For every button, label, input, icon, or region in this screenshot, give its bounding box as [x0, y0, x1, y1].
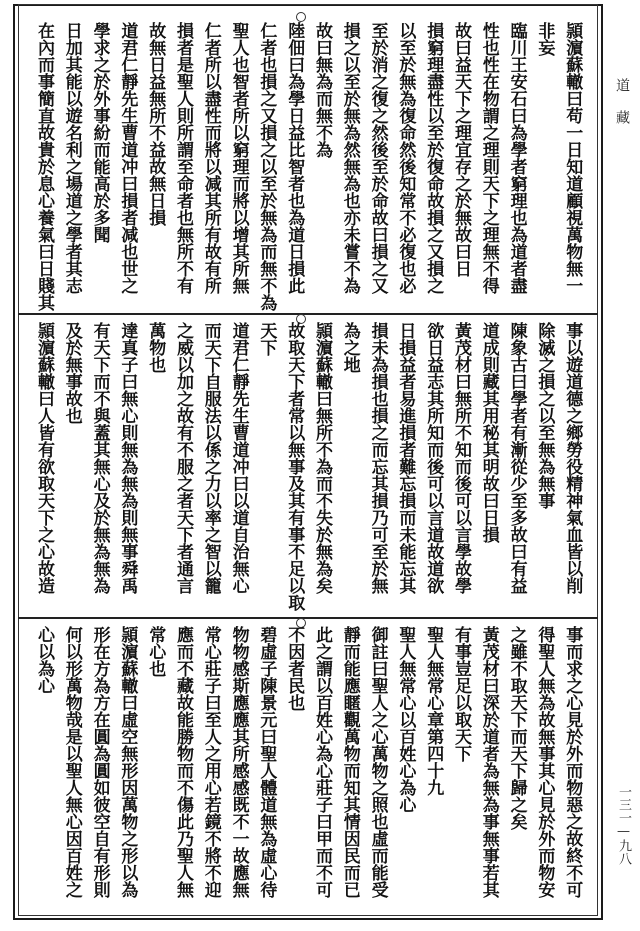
text-column: 達真子曰無心則無為無為則無事舜禹	[117, 322, 138, 594]
circle-mark-top	[296, 12, 306, 22]
text-column: 頴濵蘇轍曰無所不為而不失於無為矣	[312, 322, 332, 594]
text-column: 頴濵蘇轍曰苟一日知道顧視萬物無一	[562, 22, 583, 294]
text-column: 性也性在物謂之理則天下之理無不得	[478, 22, 499, 294]
text-column: 至於消之復之然後至於命故曰損之又	[367, 22, 388, 294]
text-column: 形在方為方在圓為圓如彼空自有形則	[89, 626, 110, 898]
text-column: 除滅之損之以至無為無事	[534, 322, 555, 509]
page-number: 一三一—九八	[616, 785, 631, 865]
text-column: 靜而能應䁥觀萬物而知其情因民而已	[339, 626, 360, 898]
text-column: 常心也	[145, 626, 166, 677]
text-column: 有事豈足以取天下	[451, 626, 471, 762]
text-column: 御註曰聖人之心萬物之照也虛而能受	[367, 626, 388, 898]
text-column: 何以形萬物哉是以聖人無心因百姓之	[61, 626, 82, 898]
text-column: 道君仁靜先生曹道冲曰以道自治無心	[228, 322, 249, 594]
text-column: 臨川王安石曰為學者窮理也為道者盡	[506, 22, 527, 294]
text-column: 聖人也智者所以窮理而將以增其所無	[228, 22, 249, 294]
text-column: 陸佃曰為學日益比智者也為道日損此	[284, 22, 305, 294]
text-column: 以至於無為復命然後知常不必復也必	[395, 22, 416, 294]
text-column: 黃茂材曰無所不知而後可以言學故學	[451, 322, 471, 594]
text-column: 損之以至於無為然無為也亦未嘗不為	[339, 22, 360, 294]
text-column: 故取天下者常以無事及其有事不足以取	[284, 322, 305, 611]
text-column: 及於無事故也	[61, 322, 82, 424]
text-column: 損窮理盡性以至於復命故損之又損之	[423, 22, 444, 294]
panel-divider-2	[18, 617, 598, 619]
text-column: 天下	[256, 322, 277, 356]
text-column: 聖人無常心以百姓心為心	[395, 626, 416, 813]
text-column: 事以遊道德之鄉勞役精神氣血皆以削	[562, 322, 583, 594]
text-column: 欲日益志其所知而後可以言道故道欲	[423, 322, 444, 594]
text-column: 道成則藏其用秘其明故曰日損	[478, 322, 499, 543]
text-column: 故曰無為而無不為	[312, 22, 332, 158]
text-column: 應而不藏故能勝物而不傷此乃聖人無	[173, 626, 193, 898]
text-column: 在內而事簡直故貴於息心養氣曰日賤其	[34, 22, 54, 311]
text-column: 日加其能以遊名利之場道之學者其志	[61, 22, 82, 294]
text-column: 不因者民也	[284, 626, 305, 711]
text-column: 日損益者易進損者難忘損而未能忘其	[395, 322, 416, 594]
text-column: 而天下自服法以係之力以率之智以籠	[200, 322, 221, 594]
text-column: 萬物也	[145, 322, 166, 373]
text-column: 頴濵蘇轍曰虛空無形因萬物之形以為	[117, 626, 138, 898]
text-column: 有天下而不與蓋其無心及於無為無為	[89, 322, 110, 594]
text-column: 之威以加之故有不服之者天下者通言	[173, 322, 193, 594]
text-column: 學求之於外事紛而能高於多聞	[89, 22, 110, 243]
text-column: 常心莊子曰至人之用心若鏡不將不迎	[200, 626, 221, 898]
text-column: 仁者也損之又損之以至於無為而無不為	[256, 22, 277, 311]
text-column: 道君仁靜先生曹道冲曰損者减也世之	[117, 22, 138, 294]
text-column: 非妄	[534, 22, 555, 56]
text-column: 故無日益無所不益故無日損	[145, 22, 166, 226]
text-column: 仁者所以盡性而將以减其所有故有所	[200, 22, 221, 294]
side-title-2: 藏	[614, 110, 630, 124]
text-column: 碧虛子陳景元曰聖人體道無為虛心待	[256, 626, 277, 898]
text-column: 之雖不取天下而天下歸之矣	[506, 626, 527, 830]
text-column: 物物感斯應應其所感感既不一故應無	[228, 626, 249, 898]
text-column: 頴濵蘇轍曰人皆有欲取天下之心故造	[34, 322, 54, 594]
text-column: 此之謂以百姓心為心莊子曰甲而不可	[312, 626, 332, 898]
text-column: 損者是聖人則所謂至命者也無所不有	[173, 22, 193, 294]
side-title-1: 道	[614, 78, 630, 92]
text-column: 事而求之心見於外而物惡之故終不可	[562, 626, 583, 898]
text-column: 黃茂材曰深於道者為無為事無事若其	[478, 626, 499, 898]
text-column: 聖人無常心章第四十九	[423, 626, 444, 796]
text-column: 故曰益天下之理宜存之於無故曰日	[451, 22, 471, 277]
text-column: 心以為心	[34, 626, 54, 694]
text-column: 損未為損也損之而忘其損乃可至於無	[367, 322, 388, 594]
text-column: 陳象古曰學者有漸從少至多故曰有益	[506, 322, 527, 594]
text-column: 為之地	[339, 322, 360, 373]
text-column: 得聖人無為故無事其心見於外而物安	[534, 626, 555, 898]
panel-divider-1	[18, 313, 598, 315]
